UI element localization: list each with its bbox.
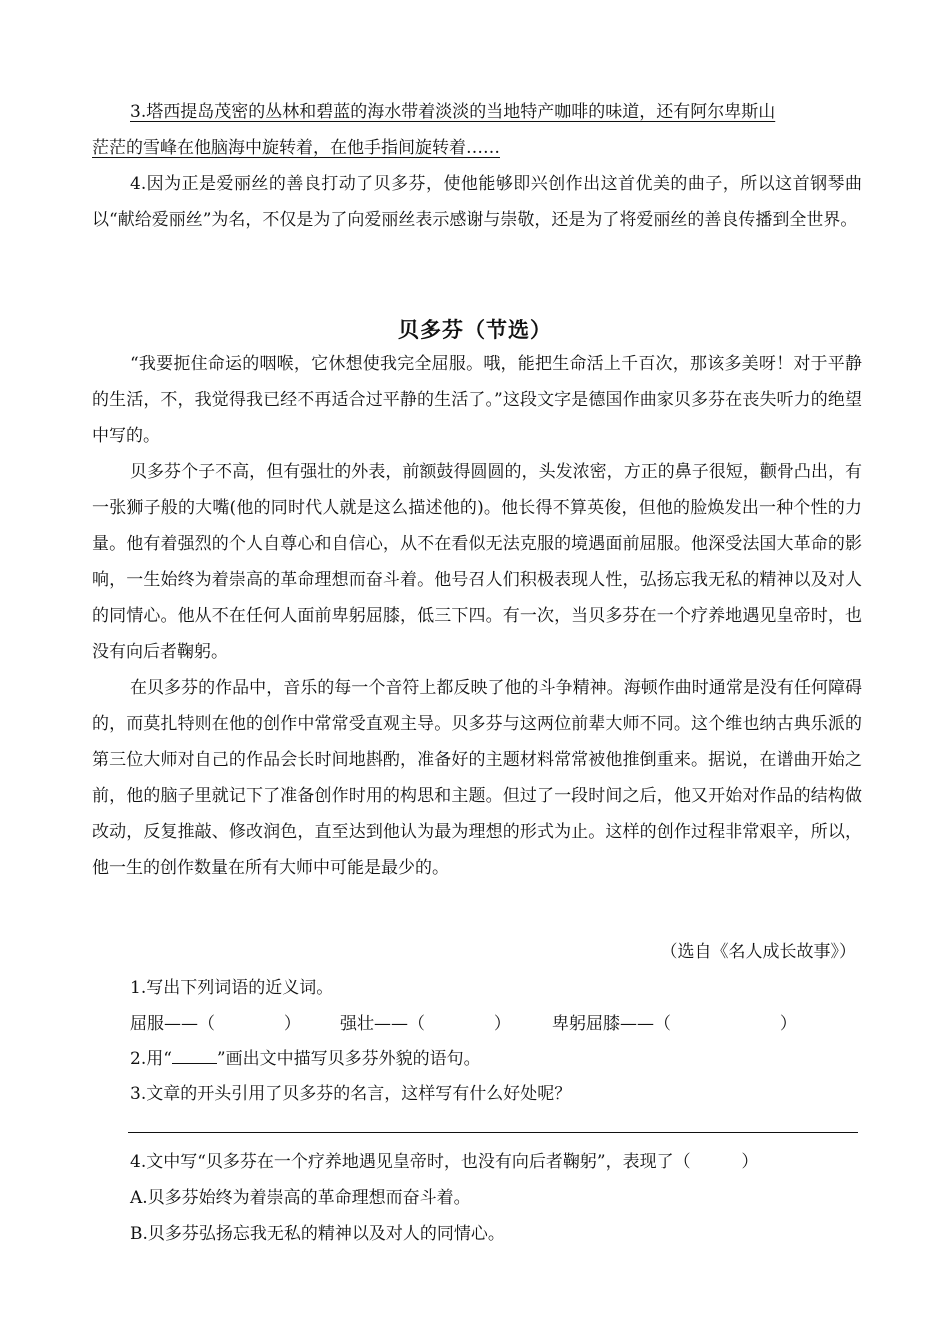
close-paren: ） — [779, 1014, 797, 1034]
question-4-prompt — [130, 1150, 758, 1174]
question-1-word-3 — [552, 1012, 797, 1036]
question-1-word-1 — [130, 1012, 301, 1036]
article-title: 贝多芬（节选） — [398, 317, 552, 342]
close-paren: ） — [283, 1014, 301, 1034]
prev-q3-line2: 茫茫的雪峰在他脑海中旋转着，在他手指间旋转着…… — [92, 138, 500, 158]
word-label: 强壮——（ — [340, 1014, 425, 1034]
question-2-prefix: 2.用“ — [130, 1049, 172, 1069]
close-paren: ） — [493, 1014, 511, 1034]
underline-sample — [172, 1047, 217, 1064]
question-4-option-b: B.贝多芬弘扬忘我无私的精神以及对人的同情心。 — [130, 1224, 505, 1244]
close-paren: ） — [741, 1152, 759, 1172]
question-1-word-2 — [340, 1012, 511, 1036]
article-paragraph-2: 贝多芬个子不高，但有强壮的外表，前额鼓得圆圆的，头发浓密，方正的鼻子很短，颧骨凸出，有一张狮子般的大嘴(他的同时代人就是这么描述他的)。他长得不算英俊，但他的脸焕发出一种个性的力量。他有着强烈的个人自尊心和自信心，从不在看似无法克服的境遇面前屈服。他深受法国大革命的影响，一生始终为着崇高的革命理想而奋斗着。他号召人们积极表现人性，弘扬忘我无私的精神以及对人的同情心。他从不在任何人面前卑躬屈膝，低三下四。有一次，当贝多芬在一个疗养地遇见皇帝时，也没有向后者鞠躬。 — [92, 462, 862, 662]
question-2-suffix: ”画出文中描写贝多芬外貌的语句。 — [216, 1049, 481, 1069]
question-4-option-a: A.贝多芬始终为着崇高的革命理想而奋斗着。 — [130, 1188, 471, 1208]
answer-line[interactable] — [128, 1132, 858, 1133]
question-1-prompt: 1.写出下列词语的近义词。 — [130, 978, 334, 998]
article-source: （选自《名人成长故事》） — [660, 942, 856, 962]
question-2 — [130, 1047, 481, 1071]
question-3: 3.文章的开头引用了贝多芬的名言，这样写有什么好处呢？ — [130, 1084, 572, 1104]
prev-q4-answer: 4.因为正是爱丽丝的善良打动了贝多芬，使他能够即兴创作出这首优美的曲子，所以这首钢琴曲以“献给爱丽丝”为名，不仅是为了向爱丽丝表示感谢与崇敬，还是为了将爱丽丝的善良传播到全世界。 — [92, 174, 862, 230]
article-paragraph-1: “我要扼住命运的咽喉，它休想使我完全屈服。哦，能把生命活上千百次，那该多美呀！对于平静的生活，不，我觉得我已经不再适合过平静的生活了。”这段文字是德国作曲家贝多芬在丧失听力的绝望中写的。 — [92, 354, 862, 446]
article-paragraph-3: 在贝多芬的作品中，音乐的每一个音符上都反映了他的斗争精神。海顿作曲时通常是没有任何障碍的，而莫扎特则在他的创作中常常受直观主导。贝多芬与这两位前辈大师不同。这个维也纳古典乐派的第三位大师对自己的作品会长时间地斟酌，准备好的主题材料常常被他推倒重来。据说，在谱曲开始之前，他的脑子里就记下了准备创作时用的构思和主题。但过了一段时间之后，他又开始对作品的结构做改动，反复推敲、修改润色，直至达到他认为最为理想的形式为止。这样的创作过程非常艰辛，所以，他一生的创作数量在所有大师中可能是最少的。 — [92, 678, 862, 878]
question-4-text: 4.文中写“贝多芬在一个疗养地遇见皇帝时，也没有向后者鞠躬”，表现了（ — [130, 1152, 691, 1172]
word-label: 屈服——（ — [130, 1014, 215, 1034]
word-label: 卑躬屈膝——（ — [552, 1014, 671, 1034]
prev-q3-line1: 3.塔西提岛茂密的丛林和碧蓝的海水带着淡淡的当地特产咖啡的味道，还有阿尔卑斯山 — [130, 102, 776, 122]
